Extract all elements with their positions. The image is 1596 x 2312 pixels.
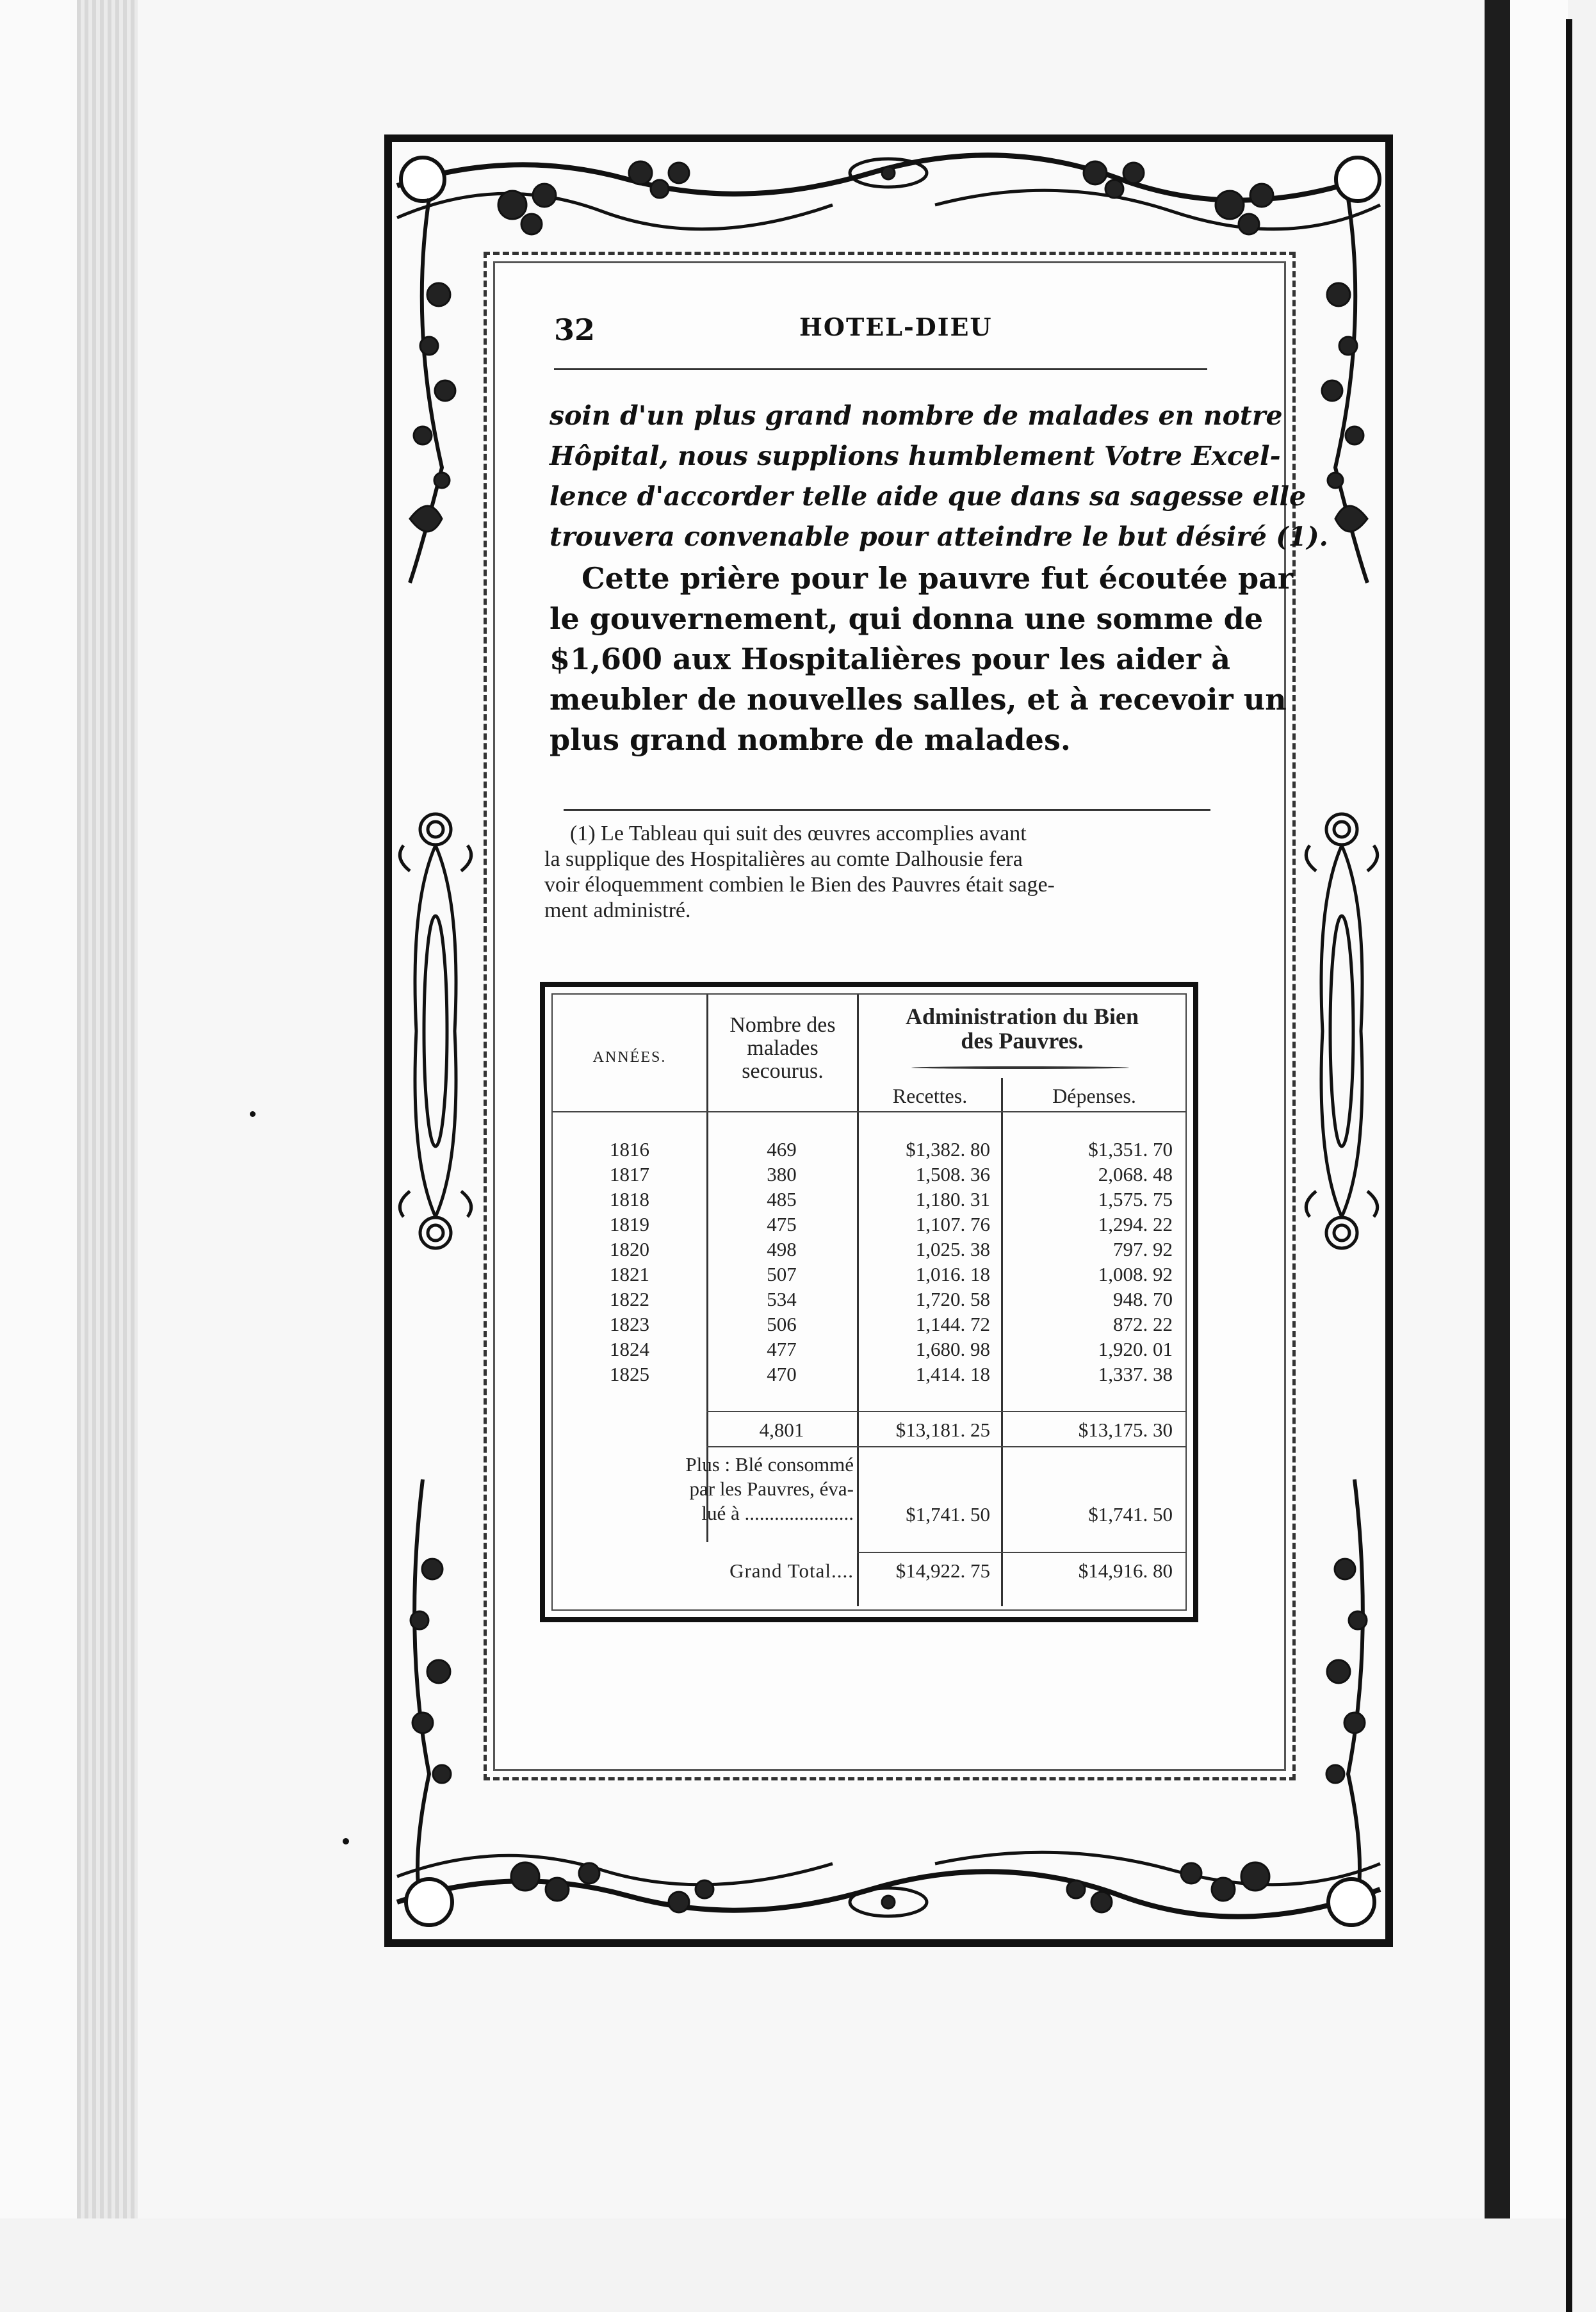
row-patients: 477 [767,1338,797,1360]
table-body [553,1137,1187,1406]
header-line: Nombre des [729,1013,836,1037]
text-line: soin d'un plus grand nombre de malades en notre [550,400,1283,431]
row-expenses: 797. 92 [1113,1238,1173,1260]
total-patients: 4,801 [759,1419,804,1441]
row-receipts: 1,180. 31 [915,1188,990,1210]
total-receipts: $13,181. 25 [895,1419,990,1441]
row-expenses: 1,337. 38 [1098,1363,1173,1385]
quoted-petition-paragraph [550,396,1328,557]
footnote [544,821,1214,924]
row-receipts: 1,680. 98 [915,1338,990,1360]
header-rule [554,368,1207,370]
row-year: 1820 [610,1238,649,1260]
row-receipts: $1,382. 80 [906,1138,990,1160]
row-year: 1825 [610,1363,649,1385]
text-line: lence d'accorder telle aide que dans sa sagesse elle [550,481,1307,512]
plus-line: lué à ...................... [701,1502,854,1524]
row-receipts: 1,025. 38 [915,1238,990,1260]
row-receipts: 1,144. 72 [915,1313,990,1335]
plus-receipts: $1,741. 50 [906,1503,990,1526]
row-year: 1816 [610,1138,649,1160]
row-patients: 534 [767,1288,797,1310]
next-page-border [1566,19,1572,2312]
footnote-line: voir éloquemment combien le Bien des Pauvres était sage- [544,873,1055,897]
row-receipts: 1,107. 76 [915,1213,990,1235]
header-admin [859,1004,1185,1053]
header-rule [553,1111,1185,1112]
header-line: malades [747,1036,818,1060]
plus-line: par les Pauvres, éva- [689,1478,854,1500]
row-year: 1818 [610,1188,649,1210]
header-patients [708,1014,857,1083]
plus-rule [857,1552,1185,1553]
next-page-edge [1510,0,1568,2218]
row-year: 1821 [610,1263,649,1285]
running-title: HOTEL-DIEU [799,313,993,341]
header-flourish [911,1066,1129,1069]
row-expenses: 2,068. 48 [1098,1163,1173,1185]
grand-total-label: Grand Total.... [729,1559,854,1582]
row-expenses: 1,008. 92 [1098,1263,1173,1285]
row-patients: 380 [767,1163,797,1185]
header-expenses: Dépenses. [1052,1084,1136,1107]
scan-speck [250,1111,256,1117]
book-page-edges [77,0,139,2218]
plus-line: Plus : Blé consommé [685,1453,854,1476]
total-rule [706,1446,1185,1447]
text-line: plus grand nombre de malades. [550,722,1071,757]
row-expenses: 1,575. 75 [1098,1188,1173,1210]
total-expenses: $13,175. 30 [1078,1419,1173,1441]
header-line: Administration du Bien [905,1004,1139,1029]
grand-total-receipts: $14,922. 75 [895,1559,990,1582]
text-line: le gouvernement, qui donna une somme de [550,601,1264,636]
row-year: 1823 [610,1313,649,1335]
row-year: 1817 [610,1163,649,1185]
body-paragraph [550,558,1294,760]
plus-label [578,1453,854,1526]
subtotal-rule [706,1411,1185,1412]
plus-expenses: $1,741. 50 [1088,1503,1173,1526]
row-expenses: 1,920. 01 [1098,1338,1173,1360]
text-line: trouvera convenable pour atteindre le but désiré (1). [550,521,1328,552]
footnote-line: la supplique des Hospitalières au comte Dalhousie fera [544,847,1023,871]
header-line: des Pauvres. [961,1028,1084,1054]
row-patients: 475 [767,1213,797,1235]
scan-margin-left [0,0,77,2218]
row-expenses: 872. 22 [1113,1313,1173,1335]
row-patients: 470 [767,1363,797,1385]
row-patients: 469 [767,1138,797,1160]
row-patients: 506 [767,1313,797,1335]
grand-total-expenses: $14,916. 80 [1078,1559,1173,1582]
footnote-line: (1) Le Tableau qui suit des œuvres accomplies avant [570,822,1027,845]
scan-speck [343,1838,349,1844]
row-receipts: 1,720. 58 [915,1288,990,1310]
page-number: 32 [554,313,596,347]
header-receipts: Recettes. [892,1084,968,1107]
row-patients: 507 [767,1263,797,1285]
text-line: meubler de nouvelles salles, et à recevoir un [550,682,1287,717]
row-year: 1824 [610,1338,649,1360]
text-line: Hôpital, nous supplions humblement Votre Excel- [550,441,1281,471]
row-year: 1819 [610,1213,649,1235]
footnote-rule [564,809,1210,811]
row-patients: 485 [767,1188,797,1210]
row-receipts: 1,414. 18 [915,1363,990,1385]
footnote-line: ment administré. [544,899,691,922]
row-year: 1822 [610,1288,649,1310]
table-inner-border [551,993,1187,1611]
book-binding-shadow [1485,0,1510,2218]
text-line: $1,600 aux Hospitalières pour les aider à [550,642,1231,676]
accounts-table [540,982,1198,1622]
row-patients: 498 [767,1238,797,1260]
header-line: secourus. [742,1059,824,1083]
row-expenses: 948. 70 [1113,1288,1173,1310]
text-line: Cette prière pour le pauvre fut écoutée par [582,561,1294,596]
row-expenses: $1,351. 70 [1088,1138,1173,1160]
row-receipts: 1,016. 18 [915,1263,990,1285]
row-receipts: 1,508. 36 [915,1163,990,1185]
header-years: ANNÉES. [592,1049,667,1066]
row-expenses: 1,294. 22 [1098,1213,1173,1235]
